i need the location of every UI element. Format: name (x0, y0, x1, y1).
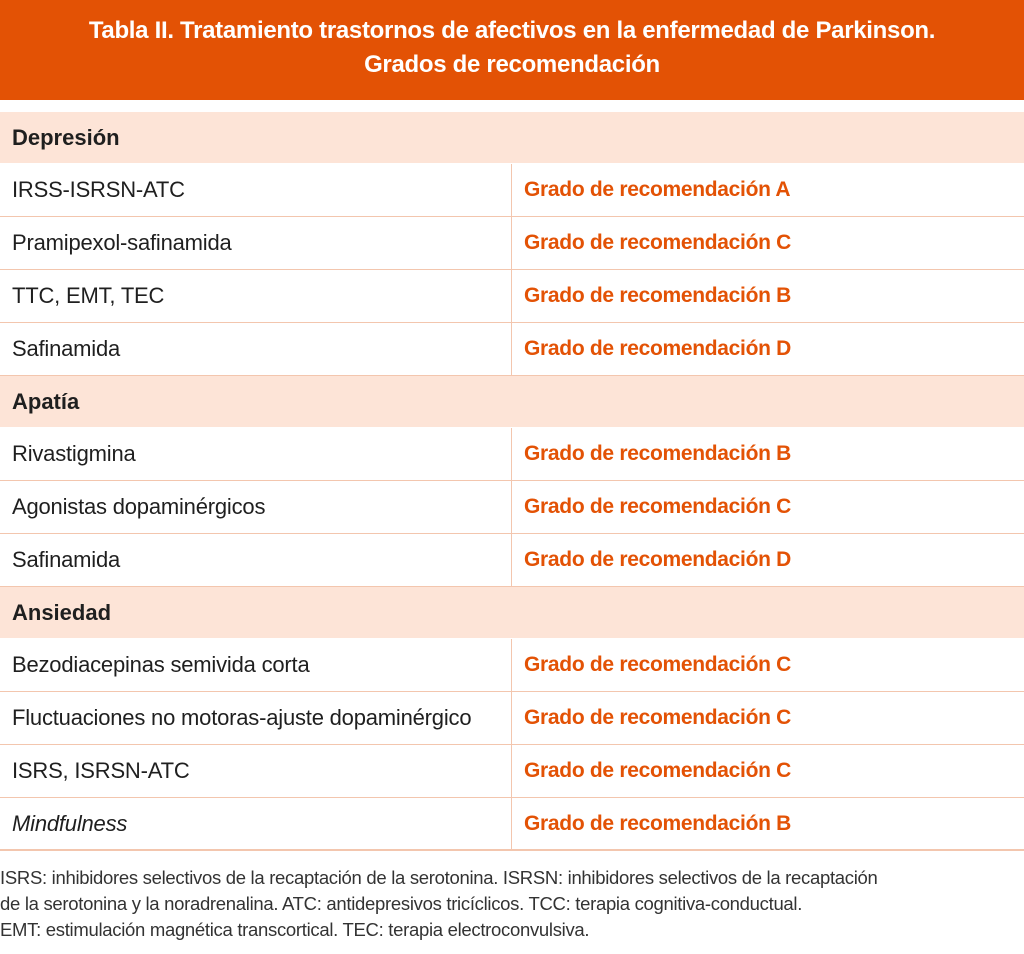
treatment-cell: Bezodiacepinas semivida corta (0, 639, 512, 691)
treatment-cell: Safinamida (0, 323, 512, 375)
footnote-line-3: EMT: estimulación magnética transcortical. TEC: terapia electroconvulsiva. (0, 919, 590, 940)
grade-cell: Grado de recomendación C (524, 706, 792, 729)
table-row (0, 481, 1024, 534)
table-row (0, 164, 1024, 217)
grade-cell: Grado de recomendación C (524, 495, 792, 518)
footnote-line-2: de la serotonina y la noradrenalina. ATC: antidepresivos tricíclicos. TCC: terapia cognitiva-conductual. (0, 893, 803, 914)
table-row (0, 323, 1024, 376)
grade-cell: Grado de recomendación C (524, 759, 792, 782)
recommendation-table (0, 112, 1024, 851)
table-footnote (0, 851, 1024, 943)
treatment-cell: IRSS-ISRSN-ATC (0, 164, 512, 216)
treatment-cell: Fluctuaciones no motoras-ajuste dopaminérgico (0, 692, 512, 744)
grade-cell: Grado de recomendación B (524, 284, 792, 307)
table-title-line-1: Tabla II. Tratamiento trastornos de afectivos en la enfermedad de Parkinson. (88, 17, 936, 44)
table-row (0, 745, 1024, 798)
section-header-apatia: Apatía (0, 376, 1024, 428)
grade-cell: Grado de recomendación B (524, 442, 792, 465)
grade-cell: Grado de recomendación A (524, 178, 791, 201)
treatment-cell: ISRS, ISRSN-ATC (0, 745, 512, 797)
grade-cell: Grado de recomendación D (524, 337, 792, 360)
section-header-ansiedad: Ansiedad (0, 587, 1024, 639)
table-title-line-2: Grados de recomendación (364, 51, 660, 78)
table-row (0, 428, 1024, 481)
grade-cell: Grado de recomendación C (524, 653, 792, 676)
table-row (0, 217, 1024, 270)
table-title (0, 0, 1024, 100)
grade-cell: Grado de recomendación D (524, 548, 792, 571)
grade-cell: Grado de recomendación C (524, 231, 792, 254)
treatment-cell: Rivastigmina (0, 428, 512, 480)
table-row (0, 798, 1024, 851)
treatment-cell: TTC, EMT, TEC (0, 270, 512, 322)
section-header-depresion: Depresión (0, 112, 1024, 164)
treatment-cell: Mindfulness (0, 798, 512, 849)
treatment-cell: Safinamida (0, 534, 512, 586)
footnote-line-1: ISRS: inhibidores selectivos de la recaptación de la serotonina. ISRSN: inhibidores selectivos de la recaptación (0, 867, 878, 888)
table-row (0, 692, 1024, 745)
treatment-cell: Agonistas dopaminérgicos (0, 481, 512, 533)
table-row (0, 270, 1024, 323)
grade-cell: Grado de recomendación B (524, 811, 792, 835)
table-row (0, 534, 1024, 587)
table-row (0, 639, 1024, 692)
treatment-cell: Pramipexol-safinamida (0, 217, 512, 269)
